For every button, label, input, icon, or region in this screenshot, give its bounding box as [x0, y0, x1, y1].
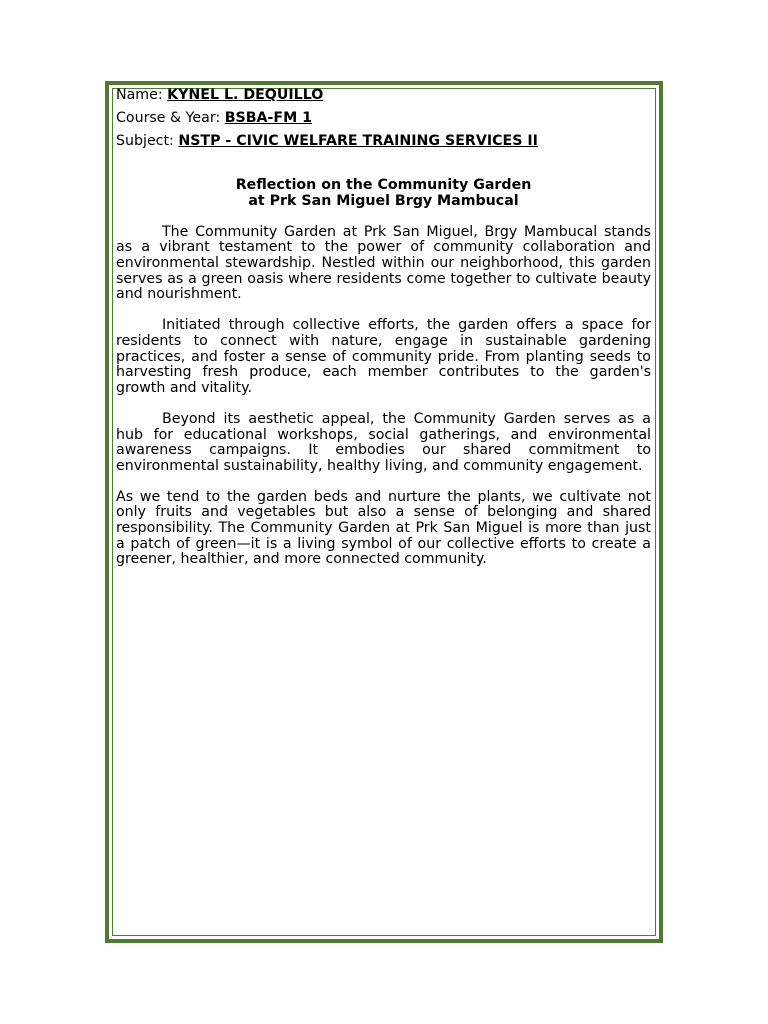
name-label: Name:	[116, 87, 168, 103]
name-value: KYNEL L. DEQUILLO	[167, 87, 324, 103]
title-line-1: Reflection on the Community Garden	[235, 177, 532, 193]
course-label: Course & Year:	[116, 110, 225, 126]
subject-field	[116, 132, 651, 155]
title-line-2: at Prk San Miguel Brgy Mambucal	[248, 192, 519, 209]
paragraph-4: As we tend to the garden beds and nurture the plants, we cultivate not only fruits and vegetables but also a sense of belonging and shared responsibility. The Community Garden at Prk San Miguel is more than just a patch of green—it is a living symbol of our collective efforts to create a greener, healthier, and more connected community.	[116, 488, 651, 568]
subject-value: NSTP - CIVIC WELFARE TRAINING SERVICES II	[178, 133, 538, 149]
paragraph-3: Beyond its aesthetic appeal, the Community Garden serves as a hub for educational workshops, social gatherings, and environmental awareness campaigns. It embodies our shared commitment to environmental sustainability, healthy living, and community engagement.	[116, 410, 651, 474]
paragraph-2: Initiated through collective efforts, the garden offers a space for residents to connect with nature, engage in sustainable gardening practices, and foster a sense of community pride. From planting seeds to harvesting fresh produce, each member contributes to the garden's growth and vitality.	[116, 317, 651, 396]
course-field	[116, 109, 651, 132]
name-field	[116, 86, 651, 109]
subject-label: Subject:	[116, 133, 179, 149]
document-content	[116, 86, 651, 568]
paragraph-1: The Community Garden at Prk San Miguel, Brgy Mambucal stands as a vibrant testament to the power of community collaboration and environmental stewardship. Nestled within our neighborhood, this garden serves as a green oasis where residents come together to cultivate beauty and nourishment.	[116, 223, 651, 303]
course-value: BSBA-FM 1	[224, 110, 313, 126]
document-title	[116, 178, 651, 209]
